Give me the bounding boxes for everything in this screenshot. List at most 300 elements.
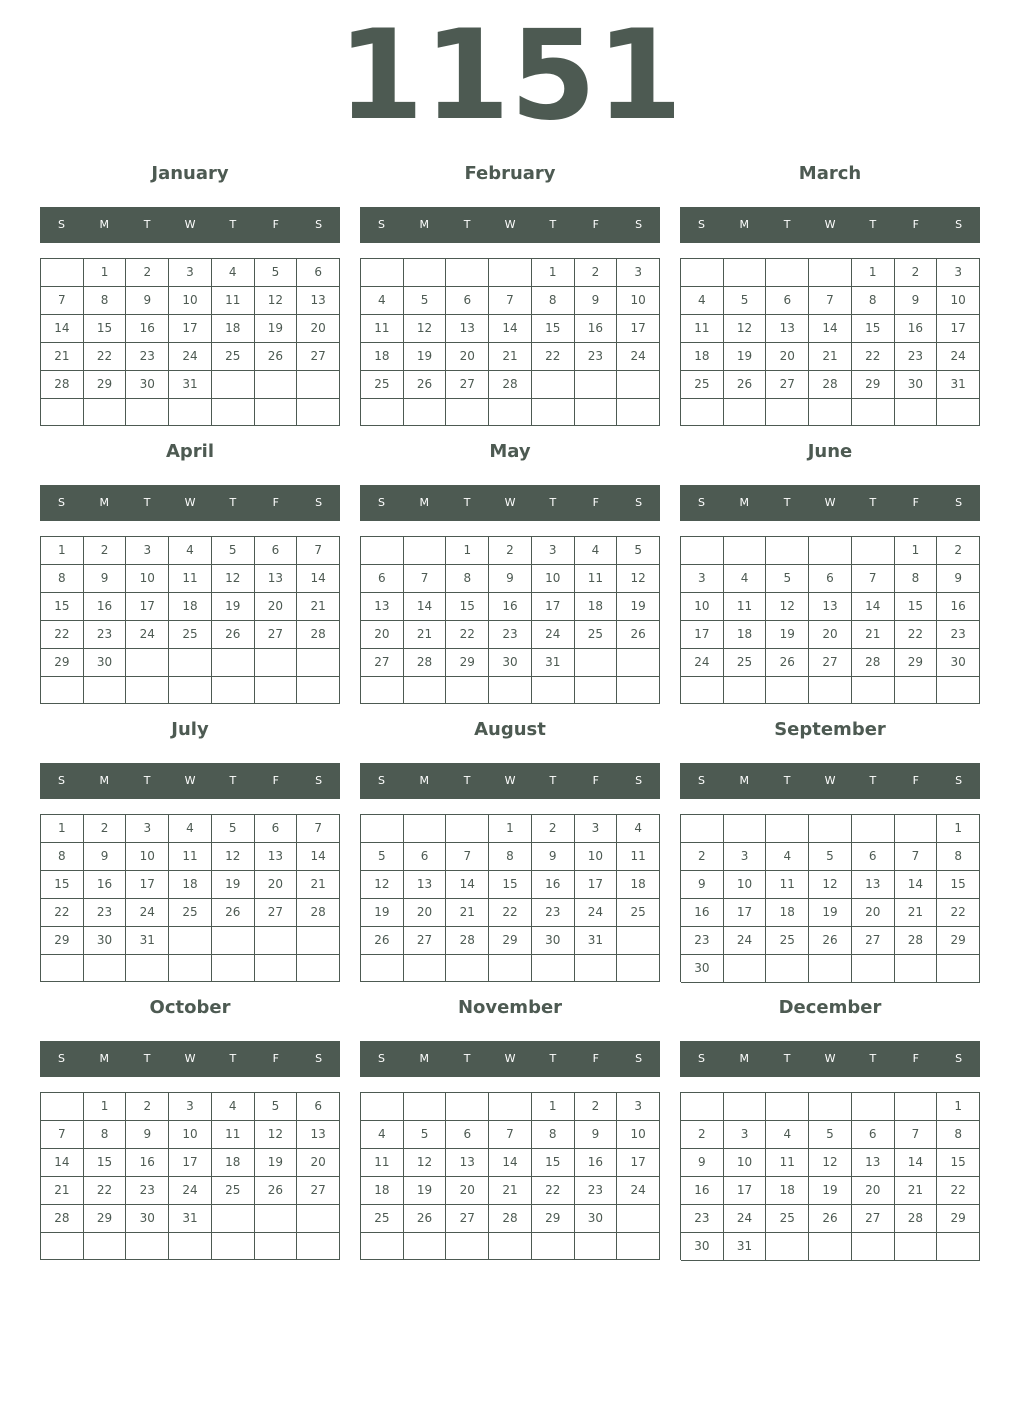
empty-cell [724, 955, 767, 983]
empty-cell [852, 1233, 895, 1261]
empty-cell [255, 649, 298, 677]
month-name: June [807, 441, 853, 462]
day-cell: 14 [404, 593, 447, 621]
day-cell: 19 [212, 593, 255, 621]
day-cell: 3 [169, 259, 212, 287]
day-cell: 25 [575, 621, 618, 649]
weekday-label: S [635, 218, 643, 231]
weekday-label: M [99, 218, 110, 231]
day-cell: 17 [617, 315, 660, 343]
weekday-header [680, 1041, 980, 1077]
empty-cell [575, 1233, 618, 1260]
day-cell: 11 [169, 843, 212, 871]
empty-cell [852, 677, 895, 704]
weekday-label: W [504, 496, 516, 509]
day-cell: 13 [852, 1149, 895, 1177]
weekday-label: W [184, 774, 196, 787]
empty-cell [297, 927, 340, 955]
day-cell: 23 [681, 1205, 724, 1233]
day-cell: 25 [361, 371, 404, 399]
empty-cell [489, 677, 532, 704]
empty-cell [404, 815, 447, 843]
day-cell: 7 [895, 843, 938, 871]
empty-cell [297, 399, 340, 426]
day-cell: 24 [617, 343, 660, 371]
month-name: October [149, 997, 231, 1018]
day-cell: 10 [169, 287, 212, 315]
weekday-label: S [697, 218, 705, 231]
day-cell: 6 [852, 843, 895, 871]
day-cell: 15 [937, 1149, 980, 1177]
empty-cell [617, 1205, 660, 1233]
day-cell: 27 [297, 343, 340, 371]
weekday-header [360, 207, 660, 243]
day-cell: 2 [895, 259, 938, 287]
day-cell: 16 [84, 593, 127, 621]
day-cell: 12 [617, 565, 660, 593]
day-cell: 26 [809, 1205, 852, 1233]
day-cell: 12 [809, 1149, 852, 1177]
day-cell: 12 [212, 843, 255, 871]
day-cell: 18 [361, 343, 404, 371]
weekday-label: T [229, 496, 237, 509]
day-cell: 23 [937, 621, 980, 649]
empty-cell [937, 677, 980, 704]
empty-cell [895, 815, 938, 843]
weekday-label: S [697, 774, 705, 787]
day-cell: 4 [617, 815, 660, 843]
day-cell: 27 [361, 649, 404, 677]
weekday-label: W [504, 1052, 516, 1065]
day-cell: 24 [169, 1177, 212, 1205]
day-cell: 12 [766, 593, 809, 621]
day-cell: 16 [895, 315, 938, 343]
month-july [40, 718, 340, 982]
weekday-label: S [57, 774, 65, 787]
day-cell: 1 [41, 537, 84, 565]
empty-cell [446, 259, 489, 287]
day-cell: 15 [84, 315, 127, 343]
day-cell: 20 [766, 343, 809, 371]
day-cell: 29 [84, 1205, 127, 1233]
empty-cell [575, 399, 618, 426]
day-cell: 15 [41, 593, 84, 621]
day-cell: 5 [212, 537, 255, 565]
empty-cell [681, 537, 724, 565]
day-cell: 29 [446, 649, 489, 677]
day-cell: 4 [766, 843, 809, 871]
day-cell: 3 [724, 1121, 767, 1149]
day-cell: 6 [297, 259, 340, 287]
empty-cell [361, 399, 404, 426]
day-cell: 18 [724, 621, 767, 649]
month-name: August [474, 719, 546, 740]
empty-cell [766, 955, 809, 983]
day-cell: 25 [169, 899, 212, 927]
day-cell: 16 [84, 871, 127, 899]
day-cell: 20 [297, 315, 340, 343]
day-cell: 31 [575, 927, 618, 955]
day-cell: 17 [126, 871, 169, 899]
empty-cell [532, 955, 575, 982]
month-june [680, 440, 980, 704]
day-cell: 27 [852, 927, 895, 955]
day-cell: 1 [937, 815, 980, 843]
day-cell: 18 [169, 871, 212, 899]
day-cell: 28 [895, 927, 938, 955]
day-cell: 16 [126, 1149, 169, 1177]
empty-cell [575, 371, 618, 399]
weekday-label: S [377, 1052, 385, 1065]
day-cell: 30 [84, 927, 127, 955]
day-cell: 9 [575, 1121, 618, 1149]
day-cell: 18 [169, 593, 212, 621]
day-cell: 2 [575, 259, 618, 287]
day-grid [680, 258, 980, 426]
day-cell: 4 [212, 259, 255, 287]
day-cell: 11 [361, 1149, 404, 1177]
empty-cell [809, 399, 852, 426]
empty-cell [169, 955, 212, 982]
day-cell: 4 [724, 565, 767, 593]
empty-cell [297, 1205, 340, 1233]
day-cell: 4 [169, 537, 212, 565]
month-name: March [798, 163, 862, 184]
weekday-label: F [592, 218, 599, 231]
empty-cell [809, 537, 852, 565]
month-name: July [171, 719, 209, 740]
day-cell: 1 [532, 259, 575, 287]
weekday-header [360, 1041, 660, 1077]
day-cell: 21 [297, 593, 340, 621]
day-cell: 24 [575, 899, 618, 927]
empty-cell [724, 537, 767, 565]
weekday-label: T [783, 1052, 791, 1065]
day-cell: 5 [361, 843, 404, 871]
day-cell: 8 [41, 843, 84, 871]
empty-cell [361, 537, 404, 565]
day-cell: 26 [212, 621, 255, 649]
day-cell: 16 [126, 315, 169, 343]
day-cell: 22 [84, 343, 127, 371]
month-may [360, 440, 660, 704]
weekday-label: T [869, 496, 877, 509]
month-december [680, 996, 980, 1260]
empty-cell [361, 1093, 404, 1121]
day-cell: 15 [532, 1149, 575, 1177]
day-cell: 10 [937, 287, 980, 315]
empty-cell [724, 1093, 767, 1121]
day-cell: 14 [41, 1149, 84, 1177]
empty-cell [255, 1205, 298, 1233]
day-cell: 10 [575, 843, 618, 871]
empty-cell [255, 927, 298, 955]
day-cell: 11 [212, 1121, 255, 1149]
day-cell: 25 [681, 371, 724, 399]
day-cell: 21 [852, 621, 895, 649]
weekday-label: W [184, 1052, 196, 1065]
empty-cell [724, 677, 767, 704]
empty-cell [84, 1233, 127, 1260]
day-cell: 14 [895, 871, 938, 899]
day-cell: 30 [575, 1205, 618, 1233]
empty-cell [852, 1093, 895, 1121]
weekday-label: M [419, 218, 430, 231]
weekday-label: F [912, 1052, 919, 1065]
day-cell: 18 [681, 343, 724, 371]
empty-cell [532, 399, 575, 426]
empty-cell [297, 677, 340, 704]
day-cell: 7 [41, 287, 84, 315]
day-cell: 22 [532, 343, 575, 371]
weekday-label: S [315, 496, 323, 509]
day-cell: 28 [404, 649, 447, 677]
empty-cell [126, 677, 169, 704]
weekday-label: W [824, 1052, 836, 1065]
weekday-label: S [377, 496, 385, 509]
month-name: September [774, 719, 886, 740]
empty-cell [895, 677, 938, 704]
day-cell: 24 [126, 899, 169, 927]
day-cell: 24 [126, 621, 169, 649]
weekday-label: F [592, 774, 599, 787]
day-cell: 2 [681, 843, 724, 871]
weekday-label: T [869, 218, 877, 231]
day-cell: 30 [681, 1233, 724, 1261]
day-cell: 6 [446, 1121, 489, 1149]
empty-cell [255, 677, 298, 704]
day-cell: 7 [41, 1121, 84, 1149]
weekday-label: T [229, 774, 237, 787]
day-cell: 9 [681, 871, 724, 899]
month-september [680, 718, 980, 982]
month-name: January [151, 163, 229, 184]
day-cell: 30 [681, 955, 724, 983]
weekday-label: S [57, 496, 65, 509]
month-april [40, 440, 340, 704]
day-cell: 26 [809, 927, 852, 955]
weekday-label: T [229, 218, 237, 231]
day-cell: 26 [617, 621, 660, 649]
day-cell: 25 [617, 899, 660, 927]
day-cell: 5 [404, 1121, 447, 1149]
day-cell: 24 [681, 649, 724, 677]
day-cell: 28 [446, 927, 489, 955]
day-grid [40, 1092, 340, 1260]
empty-cell [169, 399, 212, 426]
empty-cell [852, 815, 895, 843]
day-cell: 15 [84, 1149, 127, 1177]
day-cell: 31 [937, 371, 980, 399]
empty-cell [404, 399, 447, 426]
day-cell: 22 [937, 899, 980, 927]
day-cell: 8 [84, 287, 127, 315]
weekday-label: T [143, 218, 151, 231]
weekday-header [680, 207, 980, 243]
day-cell: 7 [446, 843, 489, 871]
day-cell: 20 [361, 621, 404, 649]
empty-cell [617, 649, 660, 677]
day-cell: 8 [937, 1121, 980, 1149]
weekday-label: F [272, 774, 279, 787]
day-cell: 11 [681, 315, 724, 343]
month-name: February [464, 163, 556, 184]
weekday-label: M [99, 496, 110, 509]
weekday-label: S [635, 1052, 643, 1065]
day-cell: 3 [575, 815, 618, 843]
empty-cell [766, 399, 809, 426]
day-cell: 22 [937, 1177, 980, 1205]
day-cell: 30 [126, 371, 169, 399]
empty-cell [212, 1205, 255, 1233]
day-cell: 9 [84, 565, 127, 593]
empty-cell [361, 259, 404, 287]
empty-cell [809, 1233, 852, 1261]
day-grid [40, 536, 340, 704]
empty-cell [446, 1233, 489, 1260]
day-cell: 15 [895, 593, 938, 621]
day-cell: 12 [809, 871, 852, 899]
day-cell: 16 [681, 899, 724, 927]
day-cell: 15 [937, 871, 980, 899]
day-cell: 9 [895, 287, 938, 315]
day-cell: 22 [41, 621, 84, 649]
day-cell: 29 [895, 649, 938, 677]
empty-cell [852, 955, 895, 983]
day-cell: 2 [532, 815, 575, 843]
weekday-header [40, 485, 340, 521]
day-cell: 26 [361, 927, 404, 955]
day-cell: 15 [41, 871, 84, 899]
day-cell: 3 [617, 1093, 660, 1121]
day-cell: 7 [489, 1121, 532, 1149]
day-cell: 15 [489, 871, 532, 899]
weekday-label: S [635, 774, 643, 787]
day-cell: 13 [255, 843, 298, 871]
day-cell: 14 [41, 315, 84, 343]
day-cell: 29 [41, 649, 84, 677]
day-cell: 7 [404, 565, 447, 593]
day-cell: 11 [766, 1149, 809, 1177]
day-cell: 21 [809, 343, 852, 371]
day-cell: 18 [617, 871, 660, 899]
weekday-label: M [419, 774, 430, 787]
day-cell: 8 [532, 1121, 575, 1149]
weekday-label: M [739, 218, 750, 231]
empty-cell [84, 399, 127, 426]
empty-cell [404, 1093, 447, 1121]
weekday-label: S [57, 1052, 65, 1065]
day-cell: 9 [126, 1121, 169, 1149]
empty-cell [126, 1233, 169, 1260]
empty-cell [41, 259, 84, 287]
weekday-label: T [463, 1052, 471, 1065]
day-cell: 29 [489, 927, 532, 955]
weekday-label: M [739, 774, 750, 787]
empty-cell [724, 259, 767, 287]
day-cell: 7 [297, 815, 340, 843]
weekday-label: T [549, 496, 557, 509]
empty-cell [681, 677, 724, 704]
day-cell: 16 [575, 315, 618, 343]
weekday-label: T [143, 1052, 151, 1065]
empty-cell [489, 1233, 532, 1260]
day-cell: 6 [809, 565, 852, 593]
weekday-label: F [272, 496, 279, 509]
weekday-header [40, 1041, 340, 1077]
day-cell: 11 [766, 871, 809, 899]
day-cell: 10 [617, 287, 660, 315]
weekday-label: S [57, 218, 65, 231]
month-february [360, 162, 660, 426]
day-cell: 19 [809, 1177, 852, 1205]
day-cell: 5 [404, 287, 447, 315]
day-cell: 23 [681, 927, 724, 955]
day-cell: 7 [809, 287, 852, 315]
day-cell: 10 [681, 593, 724, 621]
day-cell: 24 [724, 927, 767, 955]
day-cell: 29 [41, 927, 84, 955]
day-cell: 8 [532, 287, 575, 315]
day-cell: 23 [84, 899, 127, 927]
empty-cell [895, 1233, 938, 1261]
day-cell: 12 [212, 565, 255, 593]
day-cell: 3 [532, 537, 575, 565]
empty-cell [169, 649, 212, 677]
day-cell: 6 [297, 1093, 340, 1121]
day-cell: 25 [766, 927, 809, 955]
day-grid [360, 1092, 660, 1260]
day-cell: 24 [937, 343, 980, 371]
empty-cell [169, 677, 212, 704]
empty-cell [766, 537, 809, 565]
day-cell: 9 [489, 565, 532, 593]
day-cell: 14 [895, 1149, 938, 1177]
day-cell: 3 [617, 259, 660, 287]
weekday-label: T [463, 496, 471, 509]
month-name: November [457, 997, 563, 1018]
empty-cell [212, 371, 255, 399]
day-cell: 11 [361, 315, 404, 343]
empty-cell [895, 1093, 938, 1121]
empty-cell [41, 399, 84, 426]
weekday-header [360, 763, 660, 799]
empty-cell [895, 955, 938, 983]
day-cell: 28 [41, 1205, 84, 1233]
day-cell: 19 [617, 593, 660, 621]
weekday-label: S [955, 218, 963, 231]
day-cell: 26 [255, 343, 298, 371]
weekday-label: S [315, 774, 323, 787]
day-cell: 27 [766, 371, 809, 399]
empty-cell [212, 1233, 255, 1260]
weekday-label: T [869, 1052, 877, 1065]
day-cell: 8 [41, 565, 84, 593]
day-cell: 5 [255, 1093, 298, 1121]
empty-cell [361, 677, 404, 704]
day-cell: 5 [809, 1121, 852, 1149]
day-cell: 20 [446, 1177, 489, 1205]
weekday-label: F [272, 218, 279, 231]
day-cell: 4 [361, 1121, 404, 1149]
day-cell: 20 [809, 621, 852, 649]
empty-cell [255, 955, 298, 982]
day-cell: 17 [169, 1149, 212, 1177]
day-cell: 31 [724, 1233, 767, 1261]
day-cell: 23 [126, 343, 169, 371]
day-cell: 13 [809, 593, 852, 621]
day-cell: 17 [617, 1149, 660, 1177]
